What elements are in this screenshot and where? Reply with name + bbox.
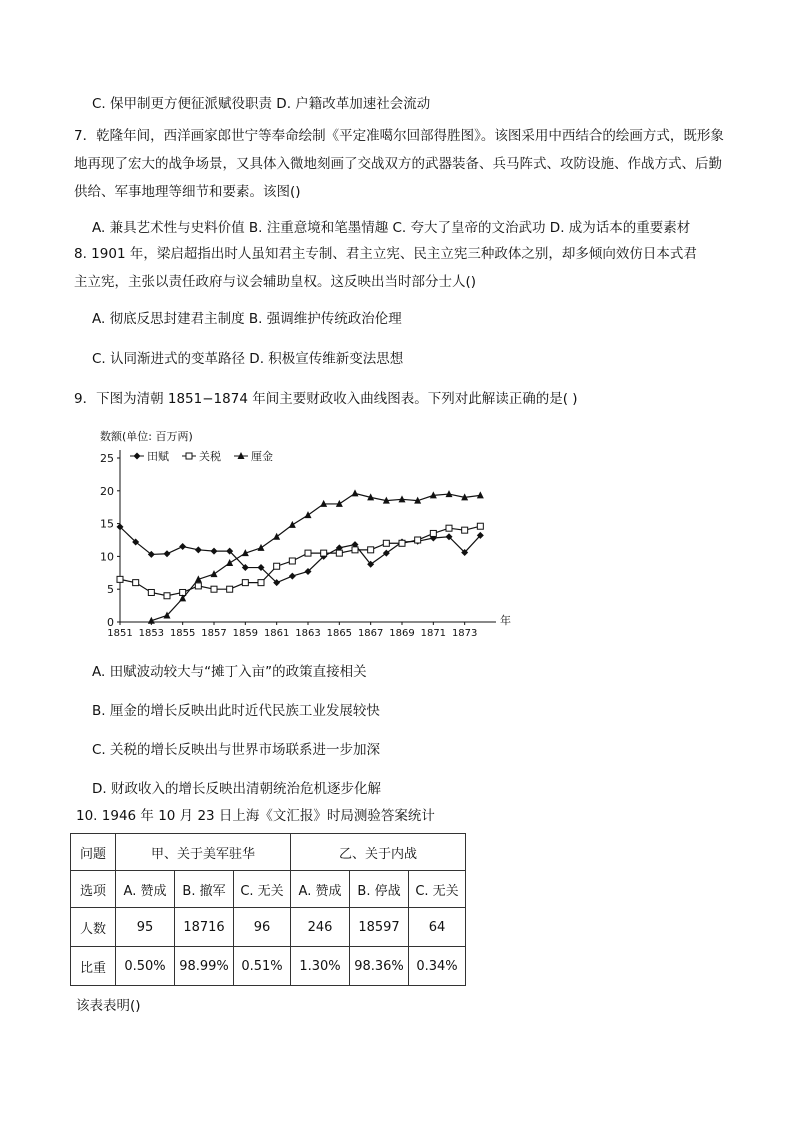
q8-option-cd: C. 认同渐进式的变革路径 D. 积极宣传维新变法思想 [92, 351, 404, 367]
square-marker [195, 583, 201, 589]
table-cell: A. 赞成 [116, 871, 175, 908]
table-cell: 18716 [175, 908, 234, 947]
series-line-0 [120, 527, 480, 583]
y-axis-label: 数额(单位: 百万两) [100, 430, 193, 443]
table-cell: 95 [116, 908, 175, 947]
legend-label: 关税 [199, 450, 221, 463]
table-cell: 96 [234, 908, 291, 947]
table-cell: 甲、关于美军驻华 [116, 834, 291, 871]
x-tick-label: 1861 [263, 628, 290, 638]
triangle-marker [289, 521, 296, 528]
triangle-marker [258, 544, 265, 551]
x-tick-label: 1873 [451, 628, 478, 638]
survey-table [70, 833, 466, 986]
q10-title: 10. 1946 年 10 月 23 日上海《文汇报》时局测验答案统计 [76, 808, 435, 824]
series-line-2 [151, 493, 480, 620]
diamond-marker [211, 548, 218, 555]
table-cell: 1.30% [291, 947, 350, 986]
triangle-marker [352, 489, 359, 496]
square-marker [133, 580, 139, 586]
table-cell: 选项 [71, 871, 116, 908]
square-marker [274, 563, 280, 569]
diamond-marker [164, 550, 171, 557]
square-marker [430, 530, 436, 536]
table-cell: 98.99% [175, 947, 234, 986]
x-tick-label: 1859 [232, 628, 259, 638]
square-marker [446, 525, 452, 531]
q7-options: A. 兼具艺术性与史料价值 B. 注重意境和笔墨情趣 C. 夸大了皇帝的文治武功 D. 成为话本的重要素材 [92, 220, 691, 236]
series-line-1 [120, 526, 480, 596]
table-cell: 0.50% [116, 947, 175, 986]
legend-label: 厘金 [251, 450, 273, 463]
q9-stem: 9．下图为清朝 1851−1874 年间主要财政收入曲线图表。下列对此解读正确的是( ) [74, 391, 578, 407]
legend-label: 田赋 [147, 450, 169, 463]
table-cell: 64 [409, 908, 466, 947]
q9-option-a: A. 田赋波动较大与“摊丁入亩”的政策直接相关 [92, 664, 367, 680]
square-marker [164, 593, 170, 599]
square-marker [321, 550, 327, 556]
y-tick-label: 5 [107, 583, 114, 597]
square-marker [211, 586, 217, 592]
square-marker [477, 523, 483, 529]
square-marker [148, 589, 154, 595]
table-cell: 18597 [350, 908, 409, 947]
square-marker [336, 550, 342, 556]
square-marker [289, 558, 295, 564]
table-cell: 246 [291, 908, 350, 947]
q9-option-c: C. 关税的增长反映出与世界市场联系进一步加深 [92, 742, 381, 758]
y-tick-label: 0 [107, 616, 114, 629]
square-marker [117, 576, 123, 582]
triangle-marker [399, 495, 406, 502]
diamond-marker [179, 543, 186, 550]
q8-option-ab: A. 彻底反思封建君主制度 B. 强调维护传统政治伦理 [92, 311, 402, 327]
table-cell: B. 撤军 [175, 871, 234, 908]
square-marker [186, 453, 192, 459]
table-cell: C. 无关 [234, 871, 291, 908]
x-tick-label: 1855 [169, 628, 196, 638]
table-cell: C. 无关 [409, 871, 466, 908]
table-cell: 比重 [71, 947, 116, 986]
x-tick-label: 1867 [357, 628, 384, 638]
x-tick-label: 1871 [420, 628, 447, 638]
diamond-marker [195, 546, 202, 553]
table-row [71, 834, 466, 871]
square-marker [368, 547, 374, 553]
q9-option-d: D. 财政收入的增长反映出清朝统治危机逐步化解 [92, 781, 381, 797]
square-marker [227, 586, 233, 592]
x-tick-label: 1863 [295, 628, 321, 638]
square-marker [399, 540, 405, 546]
x-tick-label: 1857 [201, 628, 227, 638]
q7-stem: 7．乾隆年间，西洋画家郎世宁等奉命绘制《平定准噶尔回部得胜图》。该图采用中西结合的绘画方式，既形象地再现了宏大的战争场景，又具体入微地刻画了交战双方的武器装备、兵马阵式、攻防设施、作战方式、后勤供给、军事地理等细节和要素。该图() [74, 128, 724, 200]
square-marker [352, 547, 358, 553]
x-tick-label: 1865 [326, 628, 353, 638]
square-marker [383, 540, 389, 546]
q9-option-b: B. 厘金的增长反映出此时近代民族工业发展较快 [92, 703, 380, 719]
triangle-marker [211, 570, 218, 577]
x-tick-label: 1853 [138, 628, 165, 638]
table-cell: 98.36% [350, 947, 409, 986]
table-row [71, 908, 466, 947]
y-tick-label: 10 [100, 550, 114, 564]
table-row [71, 871, 466, 908]
triangle-marker [273, 533, 280, 540]
q8-stem-line1: 8. 1901 年，梁启超指出时人虽知君主专制、君主立宪、民主立宪三种政体之别，却多倾向效仿日本式君 [74, 246, 697, 262]
y-tick-label: 20 [100, 484, 114, 498]
square-marker [462, 527, 468, 533]
triangle-marker [446, 490, 453, 497]
table-cell: 人数 [71, 908, 116, 947]
table-cell: 0.51% [234, 947, 291, 986]
diamond-marker [134, 453, 141, 460]
triangle-marker [305, 511, 312, 518]
triangle-marker [477, 491, 484, 498]
square-marker [305, 550, 311, 556]
square-marker [242, 580, 248, 586]
table-cell: B. 停战 [350, 871, 409, 908]
x-tick-label: 1869 [389, 628, 415, 638]
q6-options: C. 保甲制更方便征派赋役职责 D. 户籍改革加速社会流动 [92, 96, 431, 112]
square-marker [415, 537, 421, 543]
table-cell: 问题 [71, 834, 116, 871]
square-marker [258, 580, 264, 586]
x-axis-label: 年 [500, 614, 511, 627]
diamond-marker [289, 573, 296, 580]
q10-after: 该表表明() [76, 998, 141, 1014]
x-tick-label: 1851 [107, 628, 133, 638]
triangle-marker [226, 559, 233, 566]
table-cell: 0.34% [409, 947, 466, 986]
table-row [71, 947, 466, 986]
finance-line-chart [98, 426, 518, 638]
table-cell: A. 赞成 [291, 871, 350, 908]
q8-stem-line2: 主立宪，主张以责任政府与议会辅助皇权。这反映出当时部分士人() [74, 274, 477, 290]
y-tick-label: 15 [100, 517, 114, 531]
y-tick-label: 25 [100, 452, 114, 465]
table-cell: 乙、关于内战 [291, 834, 466, 871]
